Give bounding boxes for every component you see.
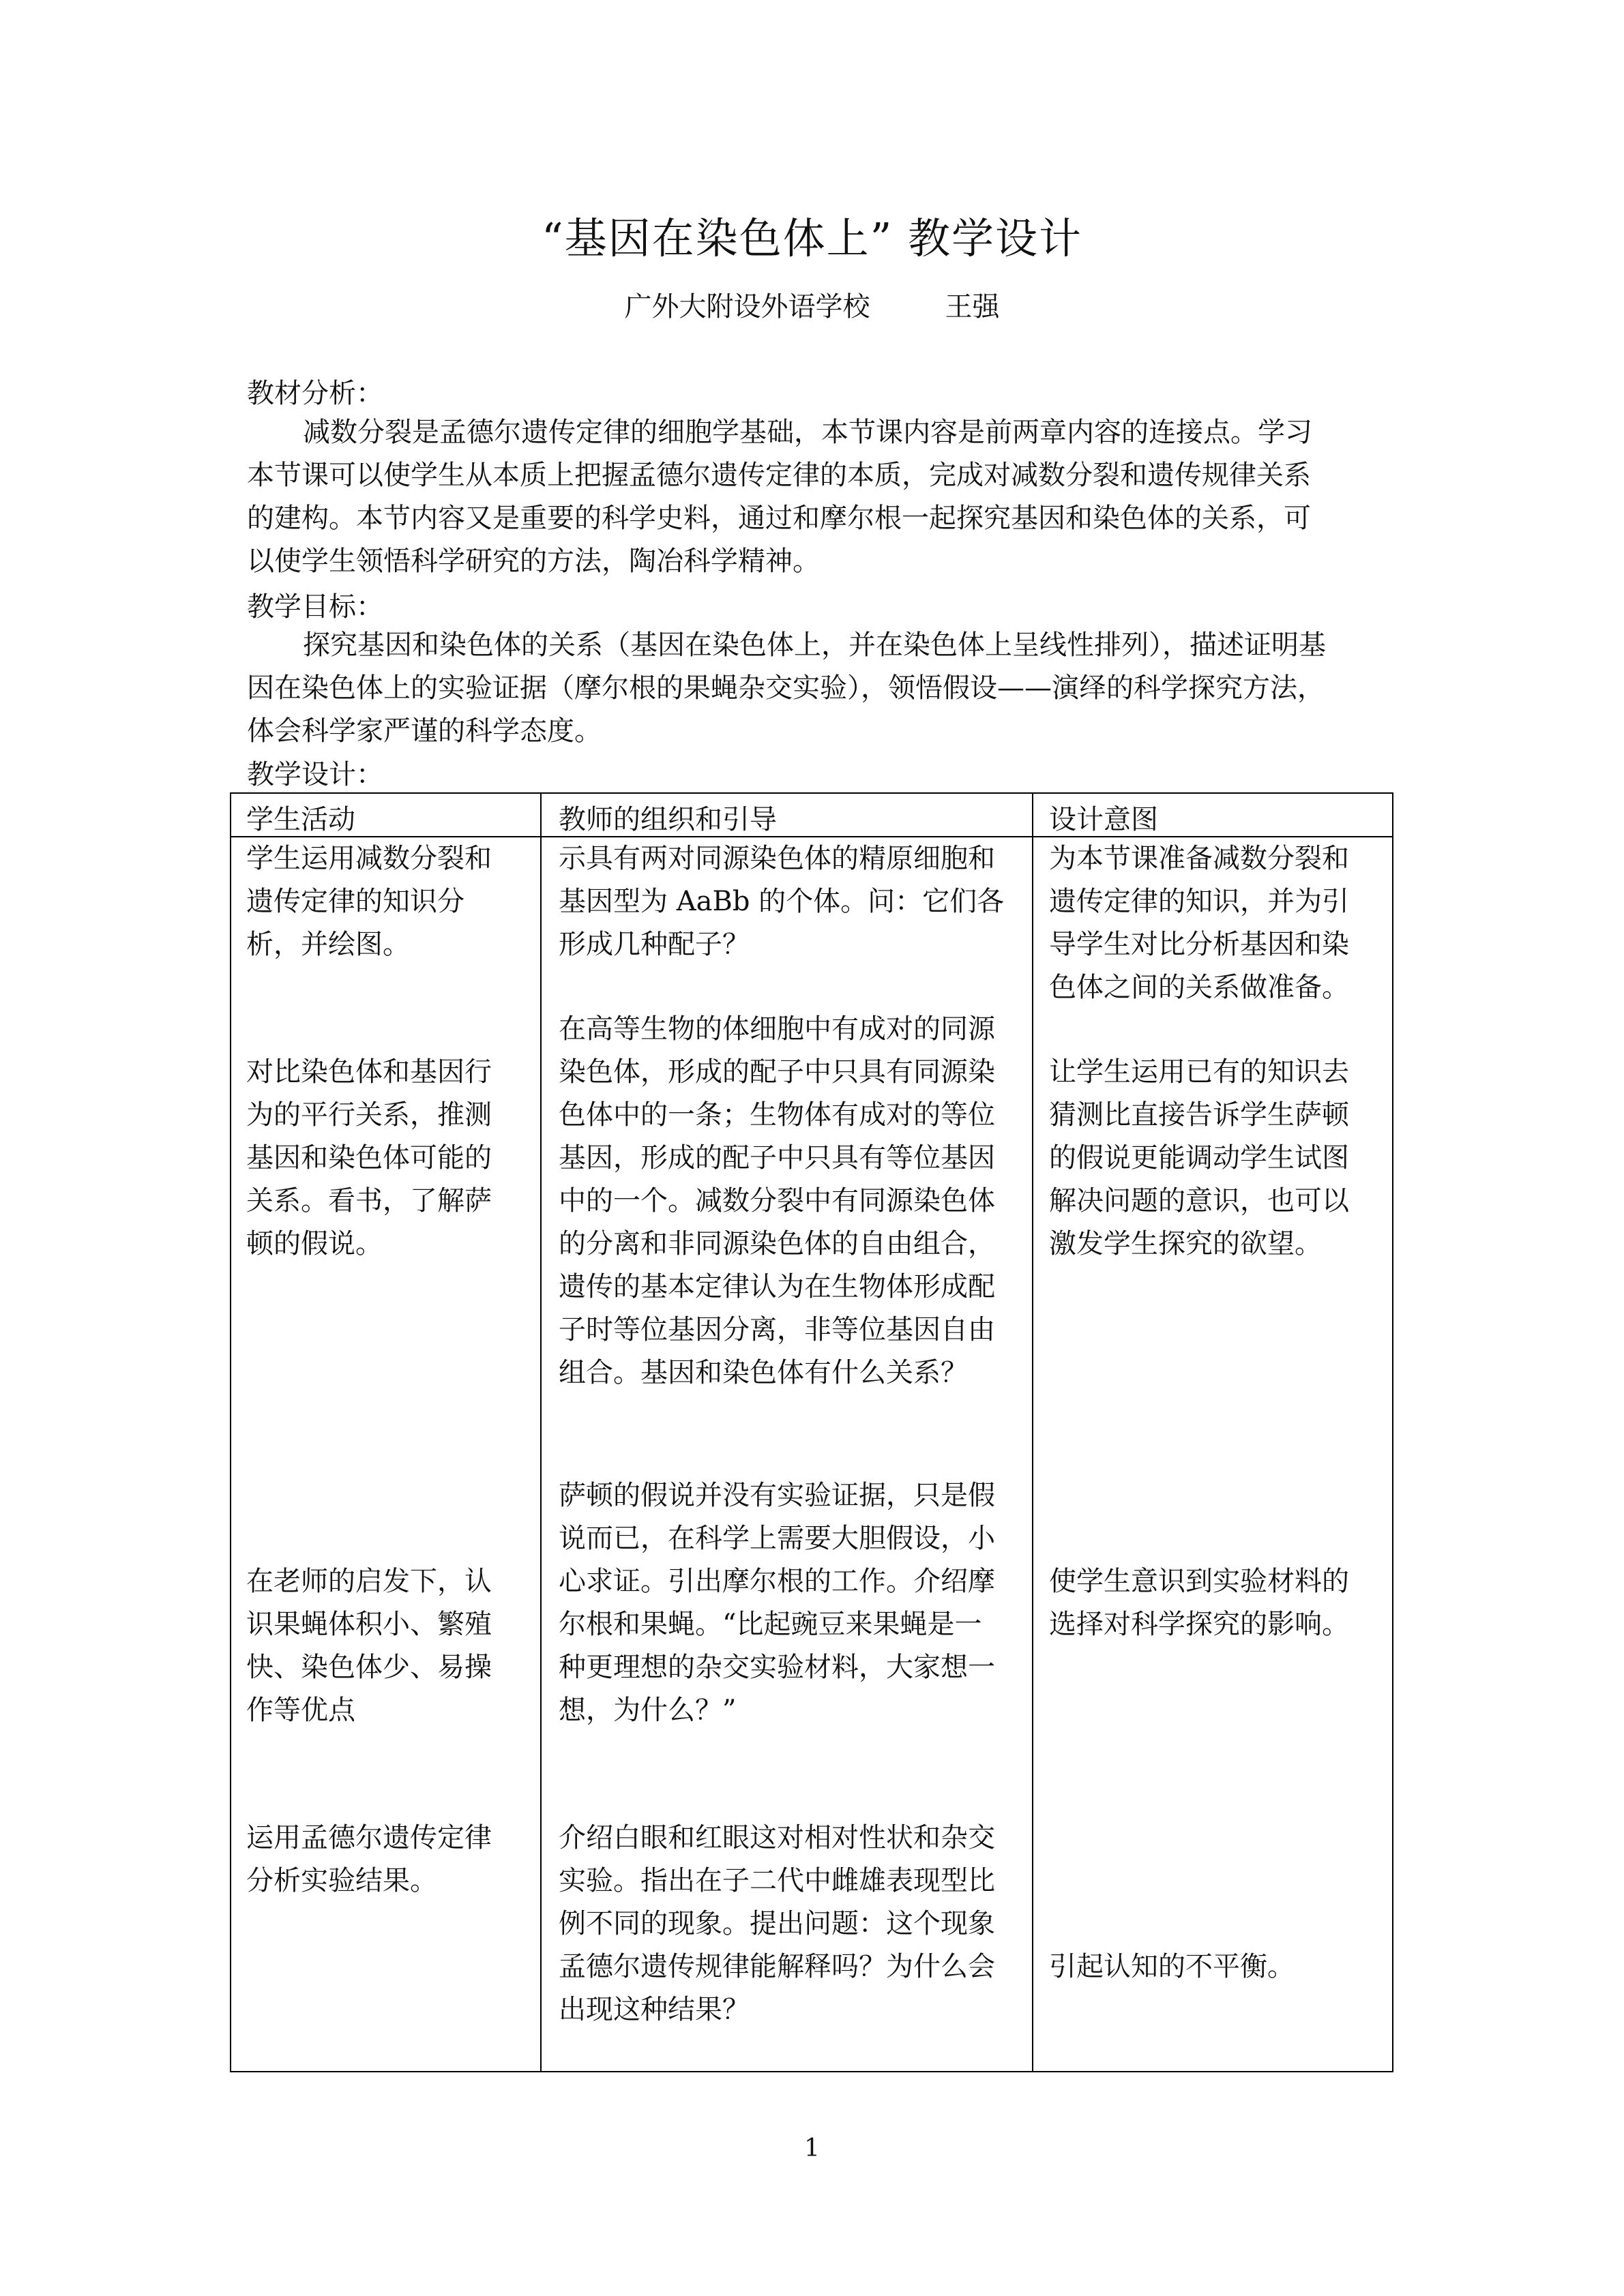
author-school: 广外大附设外语学校 xyxy=(624,291,870,323)
cell-line: 为本节课准备减数分裂和 xyxy=(1049,843,1349,874)
cell-line: 解决问题的意识，也可以 xyxy=(1049,1185,1349,1217)
student-activity-cell xyxy=(246,1051,492,1266)
cell-line: 子时等位基因分离，非等位基因自由 xyxy=(559,1314,995,1345)
cell-line: 孟德尔遗传规律能解释吗？为什么会 xyxy=(559,1951,995,1982)
teaching-goals-paragraph xyxy=(247,624,1379,753)
page-number: 1 xyxy=(804,2134,820,2162)
cell-line: 猜测比直接告诉学生萨顿 xyxy=(1049,1099,1349,1131)
cell-line: 导学生对比分析基因和染 xyxy=(1049,929,1349,960)
cell-line: 遗传定律的知识分 xyxy=(246,886,464,917)
cell-line: 基因，形成的配子中只具有等位基因 xyxy=(559,1142,995,1174)
cell-line: 遗传的基本定律认为在生物体形成配 xyxy=(559,1271,995,1302)
column-divider xyxy=(1032,794,1033,2071)
cell-line: 作等优点 xyxy=(246,1695,355,1726)
cell-line: 学生运用减数分裂和 xyxy=(246,843,492,874)
cell-line: 顿的假说。 xyxy=(246,1228,383,1259)
cell-line: 尔根和果蝇。“比起豌豆来果蝇是一 xyxy=(559,1609,982,1640)
teacher-guidance-cell xyxy=(559,1008,995,1395)
cell-line: 在高等生物的体细胞中有成对的同源 xyxy=(559,1013,995,1045)
student-activity-cell xyxy=(246,1817,492,1903)
cell-line: 基因和染色体可能的 xyxy=(246,1142,492,1174)
cell-line: 为的平行关系，推测 xyxy=(246,1099,492,1131)
cell-line: 基因型为 AaBb 的个体。问：它们各 xyxy=(559,886,1005,917)
student-activity-cell xyxy=(246,1560,492,1732)
design-intent-cell xyxy=(1049,837,1349,1009)
column-divider xyxy=(540,794,542,2071)
paragraph-line: 探究基因和染色体的关系（基因在染色体上，并在染色体上呈线性排列），描述证明基 xyxy=(303,629,1326,661)
teaching-design-heading: 教学设计： xyxy=(247,759,383,790)
cell-line: 色体之间的关系做准备。 xyxy=(1049,972,1349,1003)
cell-line: 中的一个。减数分裂中有同源染色体 xyxy=(559,1185,995,1217)
teaching-design-table xyxy=(230,792,1393,2072)
teacher-guidance-cell xyxy=(559,1474,995,1732)
cell-line: 种更理想的杂交实验材料，大家想一 xyxy=(559,1652,995,1683)
teaching-goals-heading: 教学目标： xyxy=(247,591,383,623)
student-activity-cell xyxy=(246,837,492,966)
document-title: “基因在染色体上” 教学设计 xyxy=(541,213,1083,263)
cell-line: 选择对科学探究的影响。 xyxy=(1049,1609,1349,1640)
paragraph-line: 减数分裂是孟德尔遗传定律的细胞学基础，本节课内容是前两章内容的连接点。学习 xyxy=(303,417,1312,448)
cell-line: 引起认知的不平衡。 xyxy=(1049,1951,1295,1982)
header-teacher-guidance: 教师的组织和引导 xyxy=(559,804,777,835)
material-analysis-heading: 教材分析： xyxy=(247,378,383,409)
cell-line: 关系。看书，了解萨 xyxy=(246,1185,492,1217)
paragraph-line: 的建构。本节内容又是重要的科学史料，通过和摩尔根一起探究基因和染色体的关系，可 xyxy=(247,503,1311,534)
cell-line: 运用孟德尔遗传定律 xyxy=(246,1822,492,1853)
cell-line: 快、染色体少、易操 xyxy=(246,1652,492,1683)
cell-line: 析，并绘图。 xyxy=(246,929,410,960)
cell-line: 的分离和非同源染色体的自由组合， xyxy=(559,1228,995,1259)
design-intent-cell xyxy=(1049,1560,1349,1646)
cell-line: 形成几种配子？ xyxy=(559,929,750,960)
cell-line: 遗传定律的知识，并为引 xyxy=(1049,886,1349,917)
cell-line: 例不同的现象。提出问题：这个现象 xyxy=(559,1908,995,1939)
cell-line: 心求证。引出摩尔根的工作。介绍摩 xyxy=(559,1566,995,1597)
cell-line: 染色体，形成的配子中只具有同源染 xyxy=(559,1056,995,1088)
cell-line: 介绍白眼和红眼这对相对性状和杂交 xyxy=(559,1822,995,1853)
author-line xyxy=(0,285,1624,324)
cell-line: 激发学生探究的欲望。 xyxy=(1049,1228,1322,1259)
cell-line: 对比染色体和基因行 xyxy=(246,1056,492,1088)
cell-line: 萨顿的假说并没有实验证据，只是假 xyxy=(559,1480,995,1511)
teacher-guidance-cell xyxy=(559,1817,995,2031)
paragraph-line: 体会科学家严谨的科学态度。 xyxy=(247,715,602,747)
cell-line: 的假说更能调动学生试图 xyxy=(1049,1142,1349,1174)
cell-line: 想，为什么？” xyxy=(559,1695,737,1726)
cell-line: 在老师的启发下，认 xyxy=(246,1566,492,1597)
author-name: 王强 xyxy=(945,291,1000,323)
cell-line: 出现这种结果？ xyxy=(559,1994,750,2025)
header-student-activity: 学生活动 xyxy=(246,804,355,835)
paragraph-line: 以使学生领悟科学研究的方法，陶冶科学精神。 xyxy=(247,546,820,577)
header-design-intent: 设计意图 xyxy=(1049,804,1158,835)
paragraph-line: 因在染色体上的实验证据（摩尔根的果蝇杂交实验），领悟假设——演绎的科学探究方法， xyxy=(247,672,1325,704)
design-intent-cell xyxy=(1049,1945,1295,1988)
cell-line: 分析实验结果。 xyxy=(246,1865,437,1896)
cell-line: 组合。基因和染色体有什么关系？ xyxy=(559,1357,968,1388)
design-intent-cell xyxy=(1049,1051,1349,1266)
material-analysis-paragraph xyxy=(247,411,1379,583)
cell-line: 示具有两对同源染色体的精原细胞和 xyxy=(559,843,995,874)
paragraph-line: 本节课可以使学生从本质上把握孟德尔遗传定律的本质，完成对减数分裂和遗传规律关系 xyxy=(247,460,1311,491)
teacher-guidance-cell xyxy=(559,837,1004,966)
cell-line: 说而已，在科学上需要大胆假设，小 xyxy=(559,1523,995,1554)
cell-line: 实验。指出在子二代中雌雄表现型比 xyxy=(559,1865,995,1896)
cell-line: 识果蝇体积小、繁殖 xyxy=(246,1609,492,1640)
cell-line: 使学生意识到实验材料的 xyxy=(1049,1566,1349,1597)
cell-line: 让学生运用已有的知识去 xyxy=(1049,1056,1349,1088)
cell-line: 色体中的一条；生物体有成对的等位 xyxy=(559,1099,995,1131)
